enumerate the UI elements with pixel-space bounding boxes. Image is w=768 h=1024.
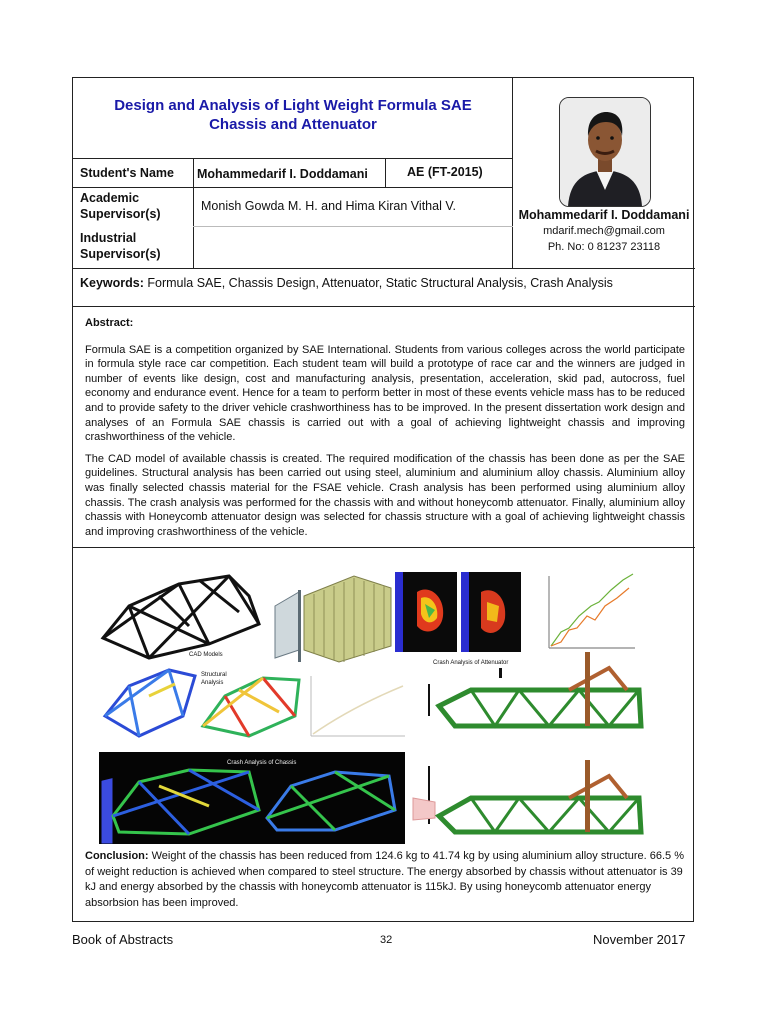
keywords-text: Formula SAE, Chassis Design, Attenuator, Static Structural Analysis, Crash Analysis [147, 276, 613, 290]
abstract-section [85, 316, 685, 546]
batch-value: AE (FT-2015) [407, 165, 483, 179]
abstract-paragraph-1: Formula SAE is a competition organized by SAE International. Students from various colleges across the world participate in formula style race car competition. Each student team will build a prototype of race car and the winners are judged in number of events like design, cost and manufacturing analysis, presentation, acceleration, skid pad, autocross, fuel economy and endurance event. Hence for a team to perform better in most of these events vehicle mass has to be reduced and to provide safety to the driver vehicle crashworthiness has to be improved. In the present dissertation work design and analyses of an Formula SAE chassis is carried out with a goal of achieving lightweight chassis and improving crashworthiness of the vehicle. [85, 343, 685, 444]
academic-supervisor-value: Monish Gowda M. H. and Hima Kiran Vithal V. [201, 199, 456, 213]
student-name-value: Mohammedarif I. Doddamani [197, 167, 368, 181]
figure-svg [99, 566, 667, 844]
keywords-row [80, 276, 613, 290]
paper-title [73, 96, 513, 134]
attenuator-plate-model [275, 592, 299, 658]
conclusion-section [85, 849, 685, 911]
structural-analysis-chassis-1 [105, 670, 195, 736]
batch-column-divider [385, 158, 386, 187]
structural-analysis-chassis-2 [203, 678, 299, 736]
academic-label-line-2: Supervisor(s) [80, 207, 161, 221]
crash-chassis-label: Crash Analysis of Chassis [227, 760, 297, 766]
industrial-label-line-2: Supervisor(s) [80, 247, 161, 261]
structural-label-line-1: Structural [201, 672, 227, 678]
industrial-supervisor-label [80, 230, 161, 262]
footer-book-title: Book of Abstracts [72, 932, 174, 947]
author-photo [559, 97, 651, 207]
abstract-page-frame [72, 77, 694, 922]
displacement-curve [311, 676, 405, 736]
row-divider [73, 547, 695, 548]
honeycomb-block-model [304, 576, 391, 662]
student-name-label: Student's Name [80, 166, 174, 180]
conclusion-label: Conclusion: [85, 850, 149, 862]
profile-phone: Ph. No: 0 81237 23118 [547, 241, 661, 253]
row-divider [73, 306, 695, 307]
abstract-paragraph-2: The CAD model of available chassis is created. The required modification of the chassis has been done as per the SAE guidelines. Structural analysis has been carried out using steel, aluminium and aluminium alloy chassis. Aluminium alloy was finally selected chassis material for the FSAE vehicle. Crash analysis has been performed using aluminium alloy chassis. The crash analysis was performed for the chassis with and without honeycomb attenuator. Finally, aluminium alloy chassis with Honeycomb attenuator design was selected for chassis structure with a goal of achieving lightweight chassis and improving crashworthiness of the vehicle. [85, 452, 685, 538]
footer-date: November 2017 [593, 932, 686, 947]
cad-chassis-model [103, 576, 259, 658]
results-figure-collage [99, 566, 667, 844]
industrial-label-line-1: Industrial [80, 231, 137, 245]
keywords-label: Keywords: [80, 276, 144, 290]
energy-plot [549, 574, 635, 648]
title-line-1: Design and Analysis of Light Weight Formula SAE [114, 97, 472, 114]
crash-attenuator-label: Crash Analysis of Attenuator [433, 660, 509, 666]
profile-name: Mohammedarif I. Doddamani [518, 208, 690, 222]
cad-models-label: CAD Models [189, 652, 223, 658]
academic-supervisor-label [80, 190, 161, 222]
profile-email: mdarif.mech@gmail.com [543, 225, 665, 237]
row-divider-light [193, 226, 513, 227]
academic-label-line-1: Academic [80, 191, 140, 205]
title-line-2: Chassis and Attenuator [209, 116, 377, 133]
row-divider [73, 268, 695, 269]
abstract-heading: Abstract: [85, 317, 134, 329]
row-divider [73, 158, 513, 159]
row-divider [73, 187, 513, 188]
header-divider-vertical [512, 78, 513, 268]
conclusion-text: Weight of the chassis has been reduced from 124.6 kg to 41.74 kg by using aluminium alloy structure. 66.5 % of weight reduction is achieved when compared to steel structure. The energy absorbed by chassis without attenuator is 39 kJ and energy absorbed by the chassis with honeycomb attenuator is 115kJ. By using honeycomb attenuator energy absorbsion has been improved. [85, 850, 684, 909]
structural-label-line-2: Analysis [201, 680, 224, 686]
side-view-chassis-2 [413, 760, 641, 832]
footer-page-number: 32 [380, 934, 393, 946]
label-column-divider [193, 158, 194, 268]
